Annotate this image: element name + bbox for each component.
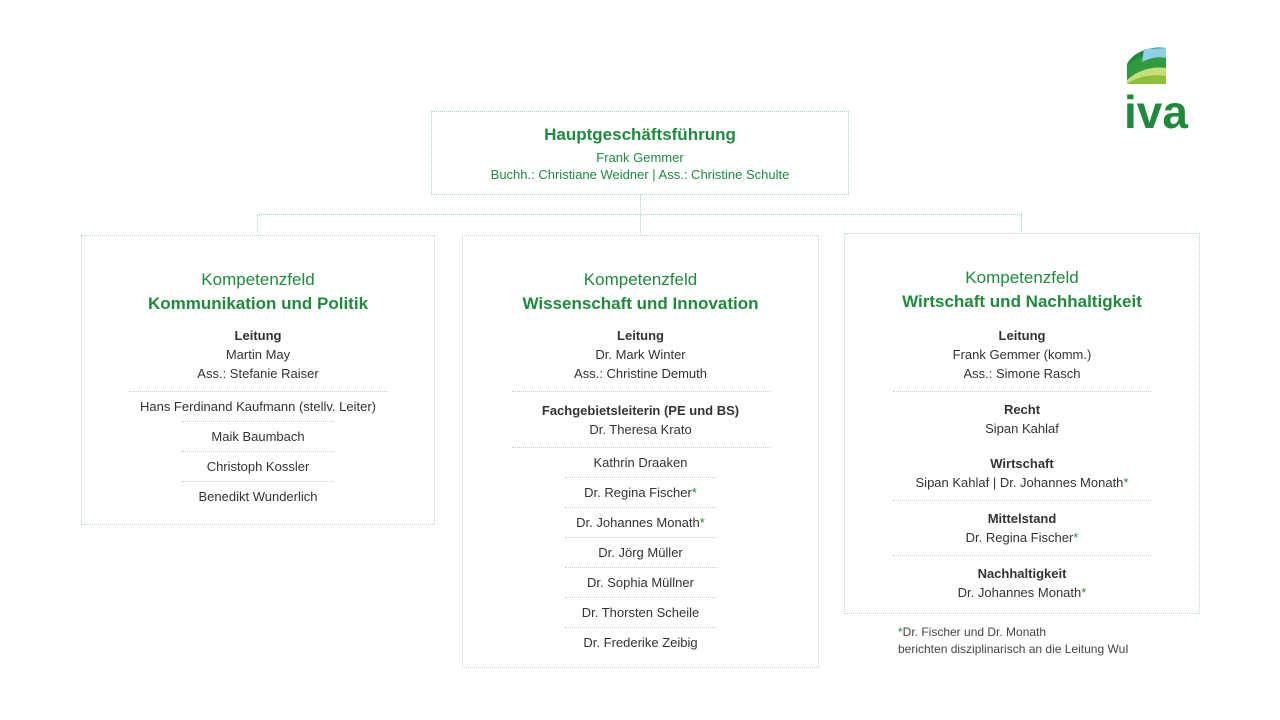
- list-item: Dr. Johannes Monath*: [576, 515, 705, 530]
- iva-logo: [1124, 46, 1200, 130]
- connector-left-vertical: [257, 214, 258, 236]
- list-item: Dr. Thorsten Scheile: [581, 605, 700, 620]
- kf3-nachhaltigkeit-name: Dr. Johannes Monath*: [957, 585, 1087, 600]
- kf3-mittelstand-head: Mittelstand: [987, 511, 1057, 526]
- kf3-wirtschaft-head: Wirtschaft: [990, 456, 1054, 471]
- top-title: Hauptgeschäftsführung: [544, 125, 736, 144]
- kf3-separator-1: [893, 391, 1151, 392]
- kf1-title: Kommunikation und Politik: [147, 294, 369, 313]
- list-item: Maik Baumbach: [211, 429, 305, 444]
- kf3-title: Wirtschaft und Nachhaltigkeit: [902, 292, 1142, 311]
- list-item: Dr. Frederike Zeibig: [583, 635, 698, 650]
- kf1-label: Kompetenzfeld: [201, 270, 315, 289]
- kf3-recht-name: Sipan Kahlaf: [985, 421, 1059, 436]
- list-item: Dr. Regina Fischer*: [584, 485, 697, 500]
- kf3-mittelstand-name: Dr. Regina Fischer*: [965, 530, 1079, 545]
- hauptgeschaeftsfuehrung-box: [431, 111, 849, 195]
- kf2-fg-head: Fachgebietsleiterin (PE und BS): [541, 403, 740, 418]
- connector-horizontal: [257, 214, 1022, 215]
- kf3-recht-head: Recht: [1003, 402, 1041, 417]
- kf3-label: Kompetenzfeld: [965, 268, 1079, 287]
- list-item: Benedikt Wunderlich: [198, 489, 318, 504]
- kf3-lead-head: Leitung: [998, 328, 1046, 343]
- kf3-separator-2: [893, 500, 1151, 501]
- kf3-wirtschaft-name: Sipan Kahlaf | Dr. Johannes Monath*: [915, 475, 1129, 490]
- kompetenzfeld-wirtschaft-box: [844, 233, 1200, 614]
- connector-right-vertical: [1021, 214, 1022, 234]
- kf2-lead-head: Leitung: [617, 328, 664, 343]
- kf3-separator-3: [893, 555, 1151, 556]
- kf3-nachhaltigkeit-head: Nachhaltigkeit: [977, 566, 1067, 581]
- logo-text: iva: [1124, 86, 1188, 130]
- list-item: Hans Ferdinand Kaufmann (stellv. Leiter): [139, 399, 377, 414]
- kf3-lead-name: Frank Gemmer (komm.): [952, 347, 1092, 362]
- footnote: [898, 624, 1129, 658]
- kompetenzfeld-wissenschaft-box: [462, 235, 819, 668]
- kf1-lead-name: Martin May: [225, 347, 291, 362]
- kf3-lead-assist: Ass.: Simone Rasch: [963, 366, 1081, 381]
- footnote-line1: Dr. Fischer und Dr. Monath: [902, 625, 1047, 639]
- list-item: Kathrin Draaken: [593, 455, 688, 470]
- list-item: Dr. Jörg Müller: [598, 545, 683, 560]
- kf2-lead-assist: Ass.: Christine Demuth: [574, 366, 707, 381]
- kompetenzfeld-kommunikation-box: [81, 235, 435, 525]
- kf1-lead-assist: Ass.: Stefanie Raiser: [197, 366, 319, 381]
- list-item: Christoph Kossler: [206, 459, 310, 474]
- kf2-fg-name: Dr. Theresa Krato: [589, 422, 692, 437]
- top-assist: Buchh.: Christiane Weidner | Ass.: Christine Schulte: [490, 167, 790, 182]
- kf1-lead-head: Leitung: [234, 328, 282, 343]
- connector-top-vertical: [640, 195, 641, 236]
- footnote-line2: berichten disziplinarisch an die Leitung WuI: [898, 642, 1129, 656]
- kf2-title: Wissenschaft und Innovation: [522, 294, 759, 313]
- kf2-lead-name: Dr. Mark Winter: [595, 347, 686, 362]
- list-item: Dr. Sophia Müllner: [587, 575, 694, 590]
- footnote-star: *: [898, 625, 903, 639]
- top-name: Frank Gemmer: [596, 150, 684, 165]
- kf2-label: Kompetenzfeld: [583, 270, 698, 289]
- kf2-separator-1: [512, 391, 770, 392]
